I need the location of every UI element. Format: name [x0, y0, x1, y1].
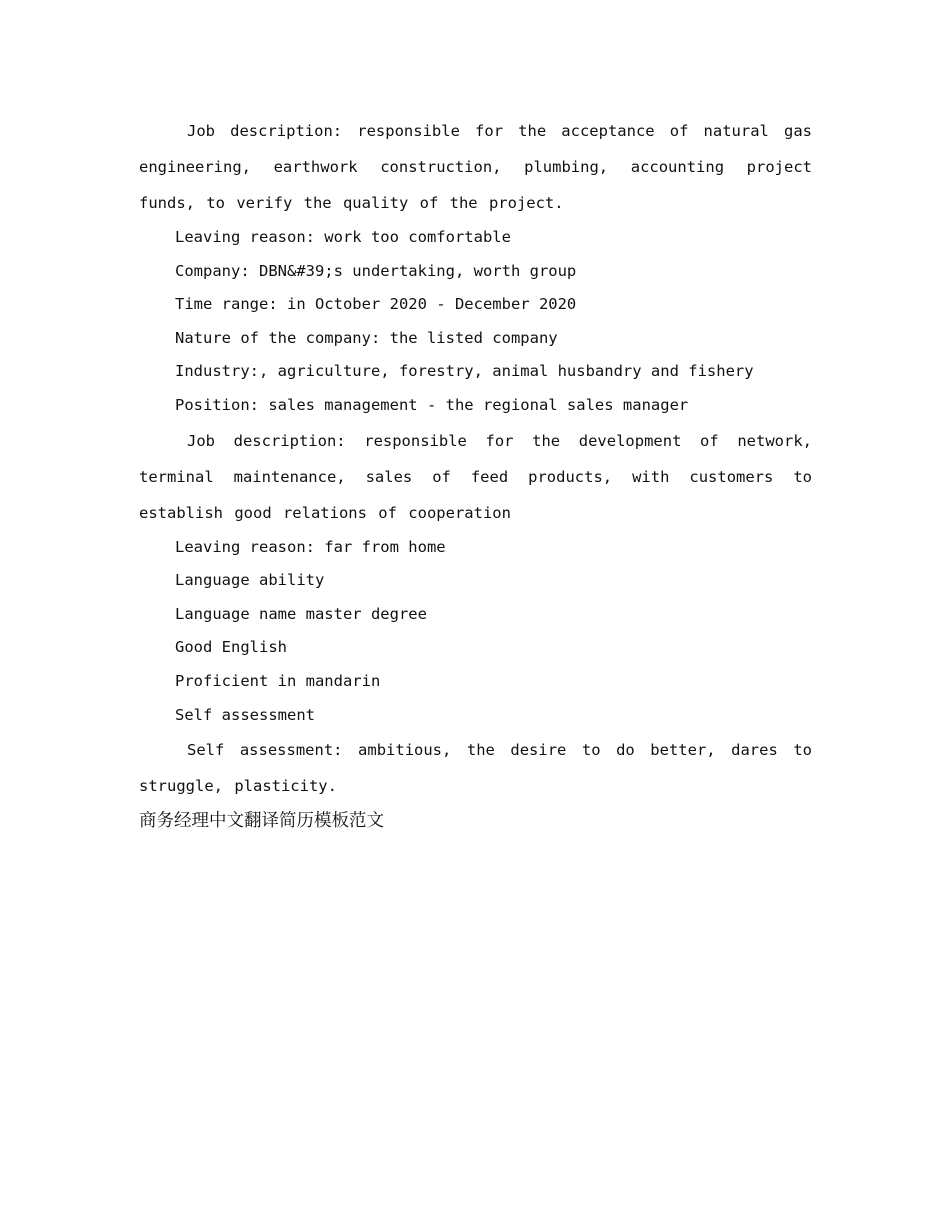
- english-level-line: Good English: [175, 638, 287, 657]
- job-description-paragraph: Job description: responsible for the acceptance of natural gas engineering, earthwork construction, plumbing, accounting project funds, to verify the quality of the project.: [139, 122, 812, 212]
- document-footer-title: 商务经理中文翻译简历模板范文: [139, 811, 384, 832]
- self-assessment-heading: Self assessment: [175, 705, 315, 724]
- leaving-reason-line: Leaving reason: work too comfortable: [175, 228, 511, 246]
- industry-line: Industry:, agriculture, forestry, animal husbandry and fishery: [175, 362, 754, 381]
- company-nature-line: Nature of the company: the listed company: [175, 328, 558, 347]
- self-assessment-paragraph: Self assessment: ambitious, the desire to do better, dares to struggle, plasticity.: [139, 741, 812, 796]
- time-range-line: Time range: in October 2020 - December 2020: [175, 295, 577, 314]
- language-ability-heading: Language ability: [175, 571, 325, 590]
- job-description-paragraph: Job description: responsible for the development of network, terminal maintenance, sales of feed products, with customers to establish good relations of cooperation: [139, 431, 812, 522]
- leaving-reason-line: Leaving reason: far from home: [175, 537, 446, 556]
- mandarin-level-line: Proficient in mandarin: [175, 671, 381, 690]
- language-name-degree-line: Language name master degree: [175, 604, 427, 623]
- company-line: Company: DBN&#39;s undertaking, worth group: [175, 261, 577, 280]
- document-body: [139, 113, 812, 838]
- position-line: Position: sales management - the regional sales manager: [175, 395, 689, 414]
